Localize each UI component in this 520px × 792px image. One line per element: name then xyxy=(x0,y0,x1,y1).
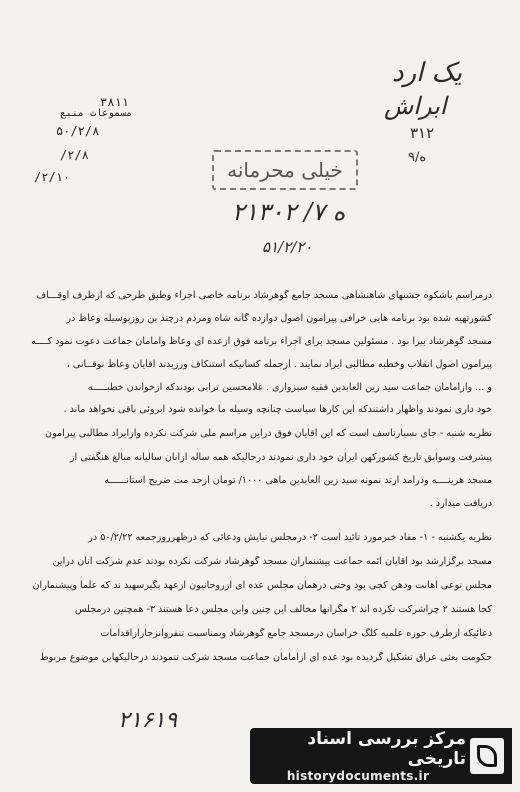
paragraph-2-line-5: دعائیکه ازطرف حوزه علمیه کلگ خراسان درمسجد جامع گوهرشاد وبمناسبت تنفروانزجارازاقدامات xyxy=(100,628,492,639)
source-label: مسموعات منبع xyxy=(60,108,133,119)
paragraph-1-line-2: کشورتهیه شده بود برنامه هایی خرافی پیرامون اصول دوازده گانه شاه ومردم درچند بن روزبوسیله وعاظ در xyxy=(66,313,492,324)
archive-logo-icon xyxy=(470,738,504,774)
handwritten-note-1: یک ارد xyxy=(392,58,463,88)
handwritten-date: ۵۱/۲/۲۰ xyxy=(262,238,313,256)
paragraph-1-line-4: پیرامون اصول انقلاب وخطبه مطالبی ایراد نمایند . ازجمله کسانیکه استنکاف ورزیدند آقایان وعاظ نوقــانی ، xyxy=(66,359,492,370)
watermark-title: مرکز بررسی اسناد تاریخی xyxy=(307,729,466,769)
stamp-text: خیلی محرمانه xyxy=(227,158,343,182)
paragraph-2-line-1: نظریه یکشنبه - ۱- مفاد خبرمورد تائید است ۲- درمجلس نیایش ودعائی که درظهرروزجمعه ۵۰/۲/۲۲ در xyxy=(88,532,492,543)
reference-code: ۹/ه xyxy=(408,150,427,165)
paragraph-1-line-8: پیشرفت وسوابق تاریخ کشورکهن ایران خود داری نمودند درحالیکه همه ساله ازآنان سالیانه مبالغ هنگفتی از xyxy=(69,452,492,463)
document-number: ۳۸۱۱ xyxy=(100,95,129,109)
paragraph-1-line-7: نظریه شنبه - جای بسیارتاسف است که این آقایان فوق دراین مراسم ملی شرکت نکرده وازایراد مطالبی پیرامون xyxy=(45,428,492,439)
paragraph-2-line-6: حکومت بعثی عراق تشکیل گردیده بود عده ای ازامامان جماعت مسجد شرکت ننمودند درحالیکهاین موضوع مربوط xyxy=(39,652,492,663)
handwritten-note-2: ابراش xyxy=(384,92,447,120)
handwritten-code: ۲۱۳۰۲ /ه ۷ xyxy=(232,198,346,226)
date-line-2: /۲/۸ xyxy=(60,148,89,162)
paragraph-1-line-6: خود داری نمودند واظهار داشتندکه این کارها سیاست چنانچه وسیله ما خوانده شود آبروئی باقی نخواهد ماند . xyxy=(63,404,492,415)
paragraph-1-line-1: درمراسم باشکوه جشنهای شاهنشاهی مسجد جامع گوهرشاد برنامه خاصی اجراء وطبق طرحی که ازطرف اوقـــاف xyxy=(36,290,492,301)
paragraph-1-line-10: دریافت میدارد . xyxy=(429,498,492,509)
date-line-3: /۲/۱۰ xyxy=(34,170,71,184)
paragraph-2-line-3: مجلس نوعی اهانت ودهن کجی بود وحتی درهمان مجلس عده ای ازروحانیون ازعهد بگیرسهید ند که علما وپیشنماران xyxy=(32,580,492,591)
watermark-url: historydocuments.ir xyxy=(286,769,430,783)
handwritten-page-number: ۲۱۶۱۹ xyxy=(118,708,178,733)
date-line-1: ۵۰/۲/۸ xyxy=(56,124,100,138)
classification-stamp xyxy=(212,150,358,190)
paragraph-2-line-2: مسجد برگزارشد بود آقایان ائمه جماعت پیشنماران مسجد گوهرشاد شرکت نکرده بودند عدم شرکت آنان دراین xyxy=(52,556,492,567)
paragraph-2-line-4: کجا هستند ۲ چراشرکت نکرده اند ۲ مگرآنها مخالف این چنین واین مجلس دعا هستند ۳- همچنین درمجلس xyxy=(74,604,492,615)
handwritten-number-312: ۳۱۲ xyxy=(410,124,435,142)
watermark-text-block xyxy=(250,729,466,783)
archive-watermark xyxy=(250,728,512,784)
paragraph-1-line-5: و ... وازامامان جماعت سید زین العابدین فقیه سبزواری . غلامحسین ترابی بودندکه ازخواندن خطبـــــه xyxy=(87,382,492,393)
paragraph-1-line-9: مسجد هرینــــه ودرآمد ارتد نمونه سید زین العابدین ماهی ۱۰۰۰/ تومان ازحد مت ضریح آستانــــــه xyxy=(104,475,492,486)
paragraph-1-line-3: مسجد گوهرشاد بیرا بود . مسئولین مسجد برای اجراء برنامه فوق ازعده ای وعاظ وامامان جماعت دعوت نمود کــــه xyxy=(31,336,492,347)
